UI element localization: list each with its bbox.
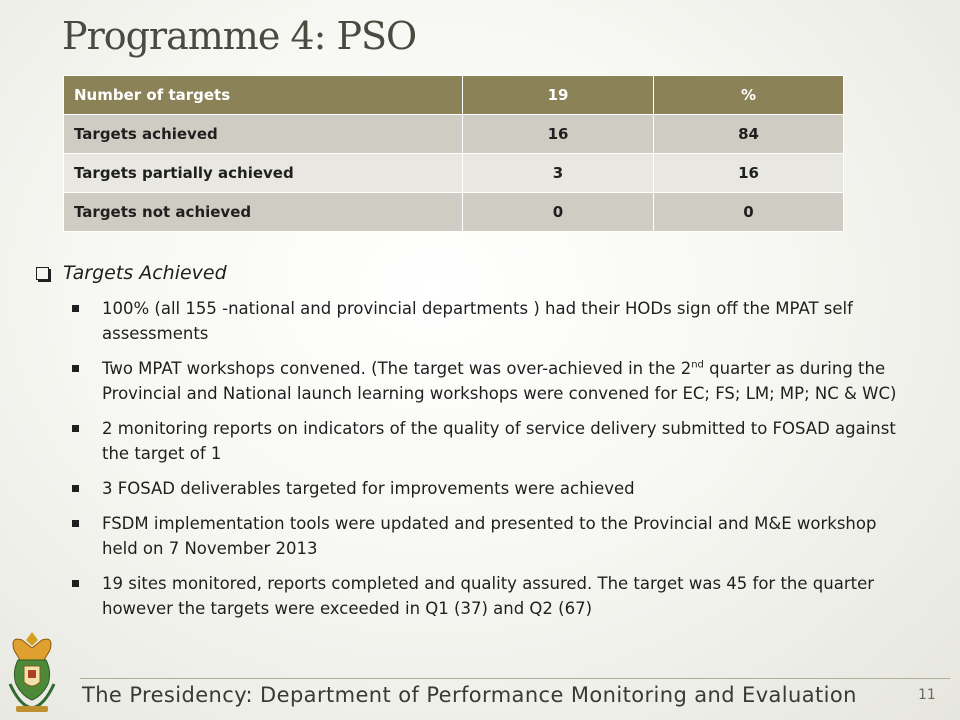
list-item-text: FSDM implementation tools were updated and presented to the Provincial and M&E workshop held on 7 November 2013 [102, 514, 877, 558]
superscript: nd [691, 359, 704, 371]
list-item [64, 511, 904, 561]
targets-table [63, 75, 844, 232]
list-item-text: quarter as during the Provincial and National launch learning workshops were convened for EC; FS; LM; MP; NC & WC) [102, 359, 897, 403]
list-item [64, 476, 904, 501]
page-number: 11 [918, 687, 936, 703]
list-item [64, 416, 904, 466]
coat-of-arms-icon [4, 626, 60, 714]
section-heading [36, 262, 227, 284]
table-header-row [64, 76, 844, 115]
list-item [64, 296, 904, 346]
list-item-text: 19 sites monitored, reports completed and quality assured. The target was 45 for the quarter however the targets were exceeded in Q1 (37) and Q2 (67) [102, 574, 875, 618]
checkbox-bullet-icon [36, 267, 49, 280]
footer-divider [80, 678, 950, 679]
table-cell: 3 [463, 154, 654, 193]
section-heading-text: Targets Achieved [63, 262, 227, 284]
square-bullet-icon [72, 485, 79, 492]
list-item-text: Two MPAT workshops convened. (The target was over-achieved in the 2 [102, 359, 692, 378]
square-bullet-icon [72, 365, 79, 372]
table-cell: Targets achieved [64, 115, 463, 154]
table-cell: Targets partially achieved [64, 154, 463, 193]
table-cell: 0 [654, 193, 844, 232]
list-item-text: 2 monitoring reports on indicators of the quality of service delivery submitted to FOSAD against the target of 1 [102, 419, 896, 463]
square-bullet-icon [72, 520, 79, 527]
table-row [64, 115, 844, 154]
table-header-cell: % [654, 76, 844, 115]
footer-text: The Presidency: Department of Performance Monitoring and Evaluation [82, 683, 857, 707]
table-cell: 84 [654, 115, 844, 154]
square-bullet-icon [72, 305, 79, 312]
table-cell: 16 [654, 154, 844, 193]
table-cell: Targets not achieved [64, 193, 463, 232]
table-row [64, 154, 844, 193]
list-item-text: 100% (all 155 -national and provincial departments ) had their HODs sign off the MPAT self assessments [102, 299, 853, 343]
list-item-text: 3 FOSAD deliverables targeted for improvements were achieved [102, 479, 635, 498]
bullet-list [64, 296, 904, 631]
table-cell: 0 [463, 193, 654, 232]
square-bullet-icon [72, 580, 79, 587]
table-header-cell: 19 [463, 76, 654, 115]
list-item [64, 356, 904, 406]
table-header-cell: Number of targets [64, 76, 463, 115]
list-item [64, 571, 904, 621]
table-cell: 16 [463, 115, 654, 154]
square-bullet-icon [72, 425, 79, 432]
table-row [64, 193, 844, 232]
slide-title: Programme 4: PSO [62, 14, 417, 58]
